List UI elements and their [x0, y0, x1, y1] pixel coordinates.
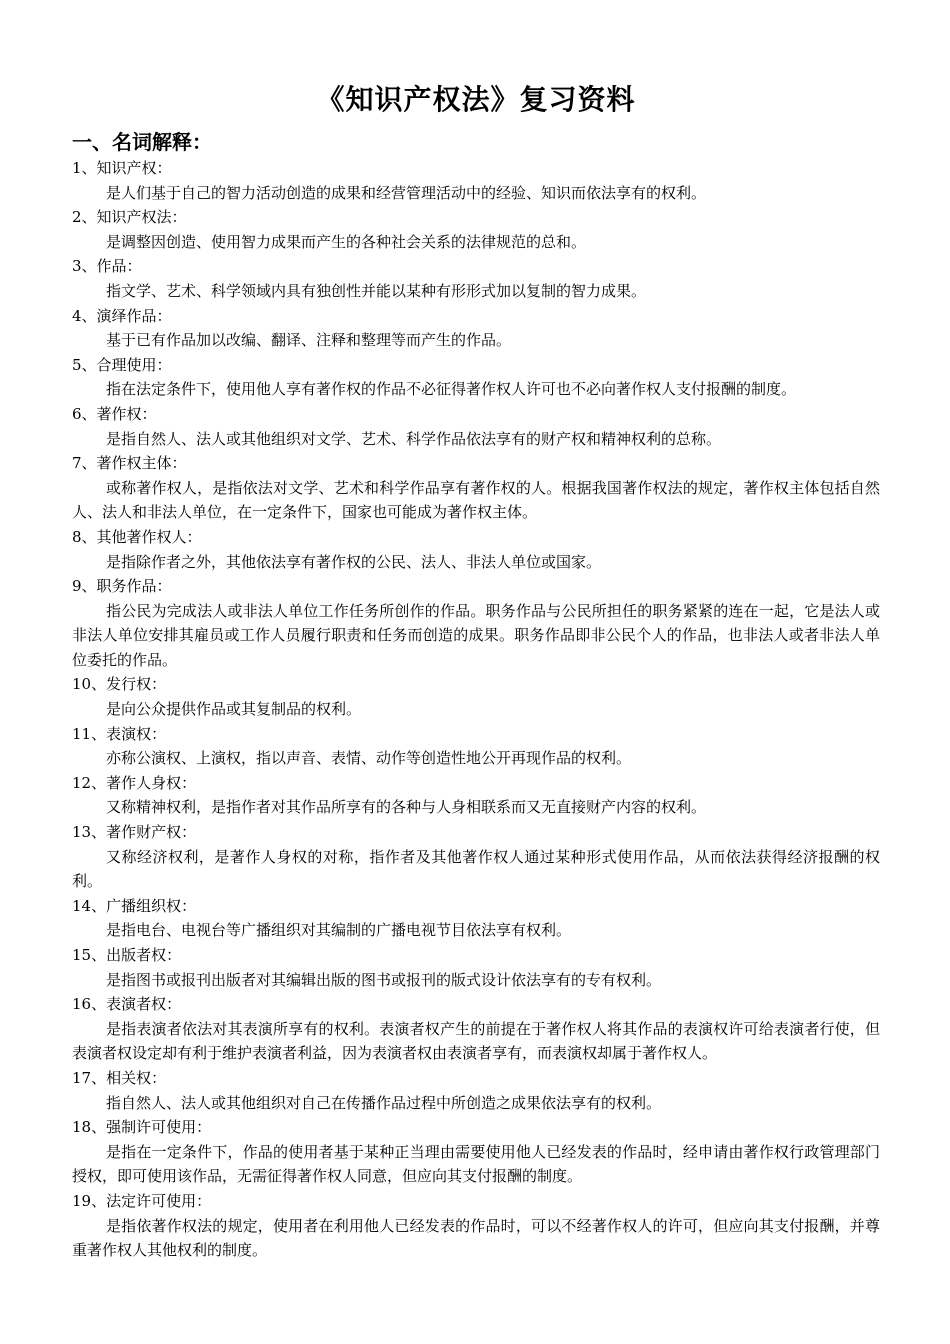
definition-text: 指公民为完成法人或非法人单位工作任务所创作的作品。职务作品与公民所担任的职务紧紧的连在一起，它是法人或非法人单位安排其雇员或工作人员履行职责和任务而创造的成果。职务作品即非公民个人的作品，也非法人或者非法人单位委托的作品。 — [72, 601, 880, 669]
definition-entry — [72, 992, 880, 1066]
definition-entry — [72, 156, 880, 205]
definition-text: 是调整因创造、使用智力成果而产生的各种社会关系的法律规范的总和。 — [106, 232, 587, 251]
definition-text: 指文学、艺术、科学领域内具有独创性并能以某种有形形式加以复制的智力成果。 — [106, 281, 647, 300]
definition-term: 7、著作权主体： — [72, 454, 187, 473]
definition-term: 13、著作财产权： — [72, 823, 197, 842]
definition-entry — [72, 402, 880, 451]
definition-term: 9、职务作品： — [72, 577, 172, 596]
definition-term: 10、发行权： — [72, 675, 167, 694]
definition-term: 18、强制许可使用： — [72, 1118, 212, 1137]
definition-text: 是人们基于自己的智力活动创造的成果和经营管理活动中的经验、知识而依法享有的权利。 — [106, 183, 707, 202]
definition-term: 19、法定许可使用： — [72, 1191, 212, 1210]
definition-entry — [72, 574, 880, 672]
definition-text: 是指依著作权法的规定，使用者在利用他人已经发表的作品时，可以不经著作权人的许可，但应向其支付报酬，并尊重著作权人其他权利的制度。 — [72, 1216, 880, 1260]
definition-entry — [72, 894, 880, 943]
definition-text: 或称著作权人，是指依法对文学、艺术和科学作品享有著作权的人。根据我国著作权法的规定，著作权主体包括自然人、法人和非法人单位，在一定条件下，国家也可能成为著作权主体。 — [72, 478, 880, 522]
definition-entry — [72, 722, 880, 771]
definition-entry — [72, 205, 880, 254]
definition-text: 是指电台、电视台等广播组织对其编制的广播电视节目依法享有权利。 — [106, 921, 572, 940]
definition-term: 15、出版者权： — [72, 946, 182, 964]
definition-entry — [72, 353, 880, 402]
definition-term: 5、合理使用： — [72, 355, 172, 374]
definition-text: 指自然人、法人或其他组织对自己在传播作品过程中所创造之成果依法享有的权利。 — [106, 1093, 662, 1112]
definition-text: 又称精神权利，是指作者对其作品所享有的各种与人身相联系而又无直接财产内容的权利。 — [106, 798, 707, 817]
definition-text: 是指图书或报刊出版者对其编辑出版的图书或报刊的版式设计依法享有的专有权利。 — [106, 970, 662, 989]
definition-text: 又称经济权利，是著作人身权的对称，指作者及其他著作权人通过某种形式使用作品，从而依法获得经济报酬的权利。 — [72, 847, 880, 891]
definition-entry — [72, 771, 880, 820]
definition-list — [72, 156, 880, 1263]
definition-entry — [72, 254, 880, 303]
definition-entry — [72, 820, 880, 894]
definition-term: 16、表演者权： — [72, 995, 182, 1014]
definition-text: 指在法定条件下，使用他人享有著作权的作品不必征得著作权人许可也不必向著作权人支付报酬的制度。 — [106, 380, 797, 399]
definition-entry — [72, 1066, 880, 1115]
definition-term: 17、相关权： — [72, 1068, 167, 1087]
document-title: 《知识产权法》复习资料 — [316, 83, 636, 116]
definition-text: 是指自然人、法人或其他组织对文学、艺术、科学作品依法享有的财产权和精神权利的总称。 — [106, 429, 722, 448]
definition-term: 4、演绎作品： — [72, 306, 172, 325]
definition-text: 是指表演者依法对其表演所享有的权利。表演者权产生的前提在于著作权人将其作品的表演权许可给表演者行使，但表演者权设定却有利于维护表演者利益，因为表演者权由表演者享有，而表演权却属于著作权人。 — [72, 1019, 880, 1063]
definition-term: 1、知识产权： — [72, 159, 172, 177]
definition-term: 6、著作权： — [72, 404, 157, 423]
definition-term: 3、作品： — [72, 257, 142, 276]
definition-text: 亦称公演权、上演权，指以声音、表情、动作等创造性地公开再现作品的权利。 — [106, 749, 632, 768]
definition-text: 是指除作者之外，其他依法享有著作权的公民、法人、非法人单位或国家。 — [106, 552, 602, 571]
definition-term: 11、表演权： — [72, 724, 167, 743]
definition-text: 是向公众提供作品或其复制品的权利。 — [106, 700, 362, 719]
definition-term: 12、著作人身权： — [72, 773, 197, 792]
definition-entry — [72, 451, 880, 525]
definition-entry — [72, 1189, 880, 1263]
definition-text: 是指在一定条件下，作品的使用者基于某种正当理由需要使用他人已经发表的作品时，经申请由著作权行政管理部门授权，即可使用该作品，无需征得著作权人同意，但应向其支付报酬的制度。 — [72, 1142, 880, 1186]
definition-term: 2、知识产权法： — [72, 208, 187, 227]
definition-entry — [72, 525, 880, 574]
definition-entry — [72, 672, 880, 721]
definition-entry — [72, 943, 880, 992]
definition-entry — [72, 304, 880, 353]
definition-term: 8、其他著作权人： — [72, 527, 202, 546]
section-heading: 一、名词解释： — [72, 130, 212, 154]
definition-entry — [72, 1115, 880, 1189]
definition-text: 基于已有作品加以改编、翻译、注释和整理等而产生的作品。 — [106, 331, 512, 350]
definition-term: 14、广播组织权： — [72, 896, 197, 915]
